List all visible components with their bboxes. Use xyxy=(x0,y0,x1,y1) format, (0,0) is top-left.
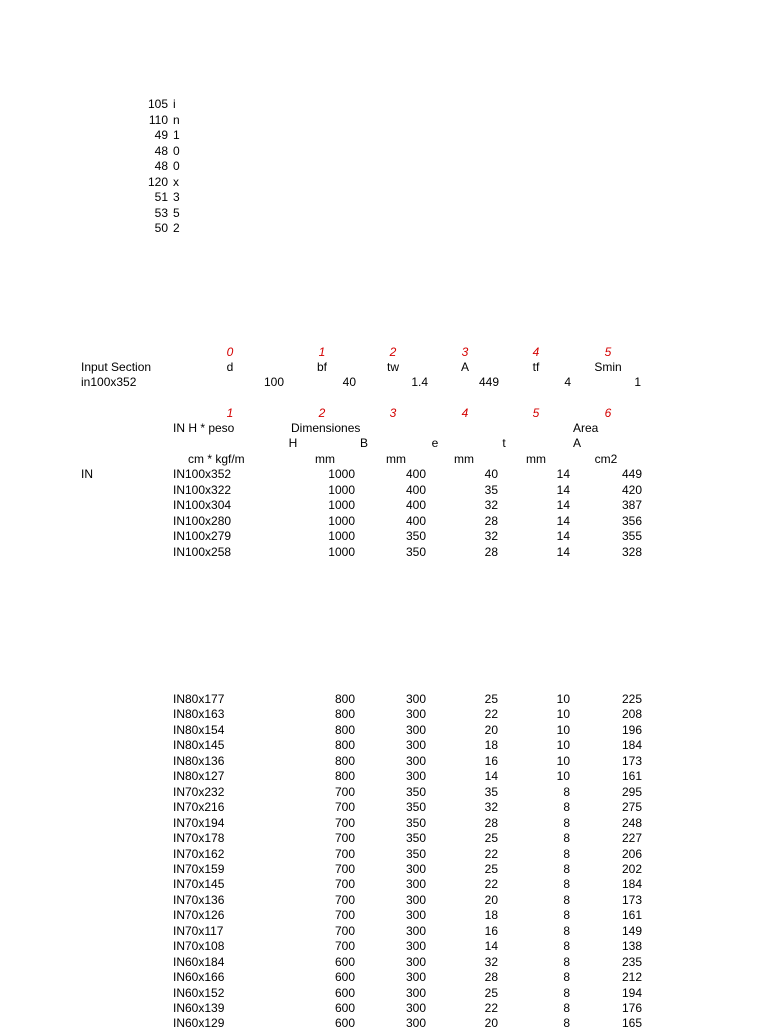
char-code-character: 5 xyxy=(173,205,180,220)
section-name-cell: IN70x162 xyxy=(173,846,225,861)
area-cell: 387 xyxy=(621,498,642,512)
char-code-character: x xyxy=(173,174,179,189)
subheader-b: B xyxy=(359,436,368,450)
char-code-number: 48 xyxy=(154,143,168,158)
e-cell: 28 xyxy=(484,513,498,528)
b-cell: 350 xyxy=(405,846,426,861)
char-code-character: i xyxy=(173,97,176,111)
table-row xyxy=(0,816,768,831)
e-cell: 22 xyxy=(484,877,498,892)
t-cell: 8 xyxy=(563,784,570,799)
area-cell: 248 xyxy=(621,815,642,830)
table-row xyxy=(0,1001,768,1016)
table-row xyxy=(0,893,768,908)
e-cell: 14 xyxy=(484,769,498,784)
area-cell: 194 xyxy=(621,985,642,1000)
table-row xyxy=(0,877,768,892)
table-row xyxy=(0,738,768,753)
table-row xyxy=(0,467,768,482)
h-cell: 800 xyxy=(334,722,355,737)
b-cell: 300 xyxy=(405,923,426,938)
h-cell: 800 xyxy=(334,707,355,722)
t-cell: 8 xyxy=(563,831,570,846)
h-cell: 1000 xyxy=(328,529,355,543)
b-cell: 300 xyxy=(405,769,426,784)
input-value-smin[interactable]: 1 xyxy=(634,375,641,389)
section-name-cell: IN80x145 xyxy=(173,738,225,753)
unit-t: mm xyxy=(526,452,546,466)
e-cell: 22 xyxy=(484,707,498,722)
table-row xyxy=(0,483,768,498)
section-name-cell: IN60x184 xyxy=(173,954,225,969)
table-index-2: 2 xyxy=(318,406,326,420)
t-cell: 8 xyxy=(563,985,570,1000)
section-name-cell: IN70x145 xyxy=(173,877,225,892)
t-cell: 14 xyxy=(556,513,570,528)
b-cell: 350 xyxy=(405,784,426,799)
area-cell: 138 xyxy=(621,939,642,954)
e-cell: 32 xyxy=(484,800,498,815)
h-cell: 600 xyxy=(334,954,355,969)
t-cell: 8 xyxy=(563,939,570,954)
area-cell: 225 xyxy=(621,692,642,706)
t-cell: 14 xyxy=(556,529,570,543)
table-row xyxy=(0,847,768,862)
input-index-0: 0 xyxy=(226,345,234,359)
table-row xyxy=(0,769,768,784)
table-row xyxy=(0,529,768,544)
t-cell: 10 xyxy=(556,707,570,722)
e-cell: 32 xyxy=(484,529,498,543)
b-cell: 300 xyxy=(405,954,426,969)
input-index-1: 1 xyxy=(318,345,326,359)
t-cell: 10 xyxy=(556,753,570,768)
section-name-cell: IN100x258 xyxy=(173,544,232,559)
b-cell: 400 xyxy=(405,467,426,481)
b-cell: 300 xyxy=(405,877,426,892)
b-cell: 300 xyxy=(405,908,426,923)
table-row xyxy=(0,545,768,560)
section-name-cell: IN70x159 xyxy=(173,861,225,876)
e-cell: 40 xyxy=(484,467,498,481)
e-cell: 22 xyxy=(484,846,498,861)
subheader-h: H xyxy=(288,436,298,450)
section-name-cell: IN70x117 xyxy=(173,923,224,938)
h-cell: 1000 xyxy=(328,498,355,512)
b-cell: 300 xyxy=(405,892,426,907)
e-cell: 20 xyxy=(484,892,498,907)
input-header-tw: tw xyxy=(387,360,399,374)
area-cell: 173 xyxy=(621,892,642,907)
area-cell: 212 xyxy=(621,970,642,985)
input-index-3: 3 xyxy=(461,345,469,359)
h-cell: 800 xyxy=(334,692,355,706)
b-cell: 300 xyxy=(405,692,426,706)
unit-a: cm2 xyxy=(594,452,618,466)
area-cell: 355 xyxy=(621,529,642,543)
b-cell: 300 xyxy=(405,939,426,954)
unit-e: mm xyxy=(454,452,474,466)
t-cell: 8 xyxy=(563,1001,570,1015)
table-row xyxy=(0,754,768,769)
area-cell: 165 xyxy=(621,1016,642,1031)
table-row xyxy=(0,723,768,738)
area-cell: 202 xyxy=(621,861,642,876)
table-row xyxy=(0,986,768,1001)
subheader-e: e xyxy=(431,436,439,450)
t-cell: 8 xyxy=(563,970,570,985)
section-name-cell: IN60x166 xyxy=(173,970,225,985)
b-cell: 300 xyxy=(405,753,426,768)
area-cell: 206 xyxy=(621,846,642,861)
input-index-2: 2 xyxy=(389,345,397,359)
area-cell: 420 xyxy=(621,482,642,497)
area-cell: 227 xyxy=(621,831,642,846)
char-code-number: 110 xyxy=(148,112,168,127)
b-cell: 300 xyxy=(405,738,426,753)
t-cell: 8 xyxy=(563,908,570,923)
e-cell: 25 xyxy=(484,692,498,706)
input-index-4: 4 xyxy=(532,345,540,359)
t-cell: 14 xyxy=(556,498,570,512)
input-value-tf[interactable]: 4 xyxy=(564,375,571,389)
input-index-5: 5 xyxy=(604,345,612,359)
section-name-cell: IN70x194 xyxy=(173,815,225,830)
table-row xyxy=(0,862,768,877)
h-cell: 600 xyxy=(334,970,355,985)
h-cell: 700 xyxy=(334,815,355,830)
table-row xyxy=(0,939,768,954)
section-name-cell: IN70x178 xyxy=(173,831,225,846)
input-header-tf: tf xyxy=(532,360,540,374)
area-cell: 161 xyxy=(621,908,642,923)
h-cell: 700 xyxy=(334,800,355,815)
e-cell: 25 xyxy=(484,861,498,876)
t-cell: 8 xyxy=(563,892,570,907)
table-row xyxy=(0,908,768,923)
section-name-cell: IN100x280 xyxy=(173,513,232,528)
input-value-tw[interactable]: 1.4 xyxy=(411,375,428,389)
e-cell: 16 xyxy=(484,923,498,938)
unit-h: mm xyxy=(315,452,335,466)
t-cell: 8 xyxy=(563,923,570,938)
table-index-4: 4 xyxy=(461,406,469,420)
b-cell: 400 xyxy=(405,482,426,497)
h-cell: 1000 xyxy=(328,544,355,559)
h-cell: 700 xyxy=(334,892,355,907)
unit-b: mm xyxy=(386,452,406,466)
b-cell: 300 xyxy=(405,985,426,1000)
b-cell: 350 xyxy=(405,544,426,559)
section-name-cell: IN70x108 xyxy=(173,939,225,954)
b-cell: 350 xyxy=(405,529,426,543)
subheader-a: A xyxy=(572,436,581,450)
area-cell: 176 xyxy=(621,1001,642,1015)
unit-name: cm * kgf/m xyxy=(188,452,245,466)
h-cell: 700 xyxy=(334,784,355,799)
subheader-t: t xyxy=(502,436,506,450)
table-row xyxy=(0,955,768,970)
section-name-cell: IN70x126 xyxy=(173,908,225,923)
area-cell: 449 xyxy=(621,467,642,481)
table-row xyxy=(0,970,768,985)
t-cell: 8 xyxy=(563,800,570,815)
e-cell: 25 xyxy=(484,831,498,846)
h-cell: 600 xyxy=(334,985,355,1000)
h-cell: 800 xyxy=(334,753,355,768)
section-name-cell: IN80x163 xyxy=(173,707,225,722)
e-cell: 28 xyxy=(484,544,498,559)
section-name-cell: IN100x304 xyxy=(173,498,232,512)
table-row xyxy=(0,514,768,529)
e-cell: 25 xyxy=(484,985,498,1000)
section-name-cell: IN80x177 xyxy=(173,692,225,706)
t-cell: 10 xyxy=(556,722,570,737)
series-label: IN xyxy=(81,467,93,481)
table-row xyxy=(0,692,768,707)
input-header-d: d xyxy=(226,360,234,374)
b-cell: 300 xyxy=(405,707,426,722)
area-cell: 208 xyxy=(621,707,642,722)
t-cell: 8 xyxy=(563,954,570,969)
e-cell: 22 xyxy=(484,1001,498,1015)
input-header-smin: Smin xyxy=(594,360,622,374)
section-name-cell: IN80x154 xyxy=(173,722,225,737)
b-cell: 350 xyxy=(405,831,426,846)
h-cell: 700 xyxy=(334,861,355,876)
column-header-dimensions: Dimensiones xyxy=(291,421,361,435)
area-cell: 149 xyxy=(621,923,642,938)
e-cell: 35 xyxy=(484,784,498,799)
section-name-cell: IN80x127 xyxy=(173,769,225,784)
h-cell: 700 xyxy=(334,923,355,938)
t-cell: 8 xyxy=(563,846,570,861)
e-cell: 35 xyxy=(484,482,498,497)
table-row xyxy=(0,924,768,939)
section-name-cell: IN60x152 xyxy=(173,985,225,1000)
section-name-cell: IN100x352 xyxy=(173,467,232,481)
h-cell: 600 xyxy=(334,1001,355,1015)
section-name-cell: IN60x139 xyxy=(173,1001,225,1015)
h-cell: 700 xyxy=(334,939,355,954)
e-cell: 20 xyxy=(484,1016,498,1031)
section-name-cell: IN70x136 xyxy=(173,892,225,907)
e-cell: 32 xyxy=(484,498,498,512)
t-cell: 8 xyxy=(563,1016,570,1031)
char-code-number: 51 xyxy=(154,190,168,204)
e-cell: 28 xyxy=(484,815,498,830)
table-index-6: 6 xyxy=(604,406,612,420)
input-header-bf: bf xyxy=(316,360,327,374)
section-name-cell: IN60x129 xyxy=(173,1016,225,1031)
h-cell: 700 xyxy=(334,846,355,861)
section-name-cell: IN70x216 xyxy=(173,800,225,815)
input-section-value[interactable]: in100x352 xyxy=(81,375,137,389)
char-code-number: 105 xyxy=(147,97,168,111)
table-row xyxy=(0,800,768,815)
b-cell: 300 xyxy=(405,1016,426,1031)
section-name-cell: IN70x232 xyxy=(173,784,225,799)
t-cell: 10 xyxy=(556,692,570,706)
section-name-cell: IN100x279 xyxy=(173,529,232,543)
char-code-number: 50 xyxy=(154,221,168,235)
input-section-label: Input Section xyxy=(81,360,152,374)
table-index-3: 3 xyxy=(389,406,397,420)
t-cell: 14 xyxy=(556,544,570,559)
t-cell: 14 xyxy=(556,467,570,481)
column-header-area: Area xyxy=(573,421,599,435)
e-cell: 14 xyxy=(484,939,498,954)
h-cell: 600 xyxy=(334,1016,355,1031)
area-cell: 184 xyxy=(621,877,642,892)
e-cell: 32 xyxy=(484,954,498,969)
h-cell: 1000 xyxy=(328,467,355,481)
h-cell: 1000 xyxy=(328,513,355,528)
h-cell: 700 xyxy=(334,831,355,846)
area-cell: 295 xyxy=(621,784,642,799)
h-cell: 700 xyxy=(334,877,355,892)
t-cell: 8 xyxy=(563,815,570,830)
t-cell: 10 xyxy=(556,738,570,753)
e-cell: 20 xyxy=(484,722,498,737)
e-cell: 18 xyxy=(484,738,498,753)
char-code-number: 120 xyxy=(147,174,168,189)
section-name-cell: IN100x322 xyxy=(173,482,232,497)
b-cell: 350 xyxy=(405,800,426,815)
area-cell: 328 xyxy=(621,544,642,559)
table-row xyxy=(0,707,768,722)
table-index-1: 1 xyxy=(226,406,234,420)
area-cell: 173 xyxy=(621,753,642,768)
char-code-character: 2 xyxy=(173,221,180,235)
t-cell: 14 xyxy=(556,482,570,497)
t-cell: 8 xyxy=(563,877,570,892)
e-cell: 16 xyxy=(484,753,498,768)
column-header-name: IN H * peso xyxy=(173,421,235,435)
input-header-a: A xyxy=(460,360,469,374)
area-cell: 184 xyxy=(621,738,642,753)
table-row xyxy=(0,831,768,846)
char-code-character: 3 xyxy=(173,190,180,204)
t-cell: 8 xyxy=(563,861,570,876)
e-cell: 18 xyxy=(484,908,498,923)
table-row xyxy=(0,785,768,800)
b-cell: 400 xyxy=(405,498,426,512)
char-code-character: 0 xyxy=(173,159,180,173)
area-cell: 161 xyxy=(621,769,642,784)
char-code-number: 53 xyxy=(154,205,168,220)
char-code-character: 1 xyxy=(173,128,180,142)
area-cell: 356 xyxy=(621,513,642,528)
input-value-a[interactable]: 449 xyxy=(478,375,499,389)
b-cell: 300 xyxy=(405,861,426,876)
table-row xyxy=(0,498,768,513)
table-index-5: 5 xyxy=(532,406,540,420)
b-cell: 300 xyxy=(405,970,426,985)
h-cell: 1000 xyxy=(328,482,355,497)
b-cell: 300 xyxy=(405,1001,426,1015)
area-cell: 235 xyxy=(621,954,642,969)
input-value-bf[interactable]: 40 xyxy=(342,375,356,389)
e-cell: 28 xyxy=(484,970,498,985)
h-cell: 800 xyxy=(334,769,355,784)
section-name-cell: IN80x136 xyxy=(173,753,225,768)
char-code-character: n xyxy=(173,112,180,127)
b-cell: 300 xyxy=(405,722,426,737)
t-cell: 10 xyxy=(556,769,570,784)
area-cell: 275 xyxy=(621,800,642,815)
area-cell: 196 xyxy=(621,722,642,737)
input-value-d[interactable]: 100 xyxy=(263,375,284,389)
char-code-number: 49 xyxy=(154,128,168,142)
h-cell: 700 xyxy=(334,908,355,923)
b-cell: 400 xyxy=(405,513,426,528)
char-code-number: 48 xyxy=(154,159,168,173)
char-code-character: 0 xyxy=(173,143,180,158)
b-cell: 350 xyxy=(405,815,426,830)
h-cell: 800 xyxy=(334,738,355,753)
